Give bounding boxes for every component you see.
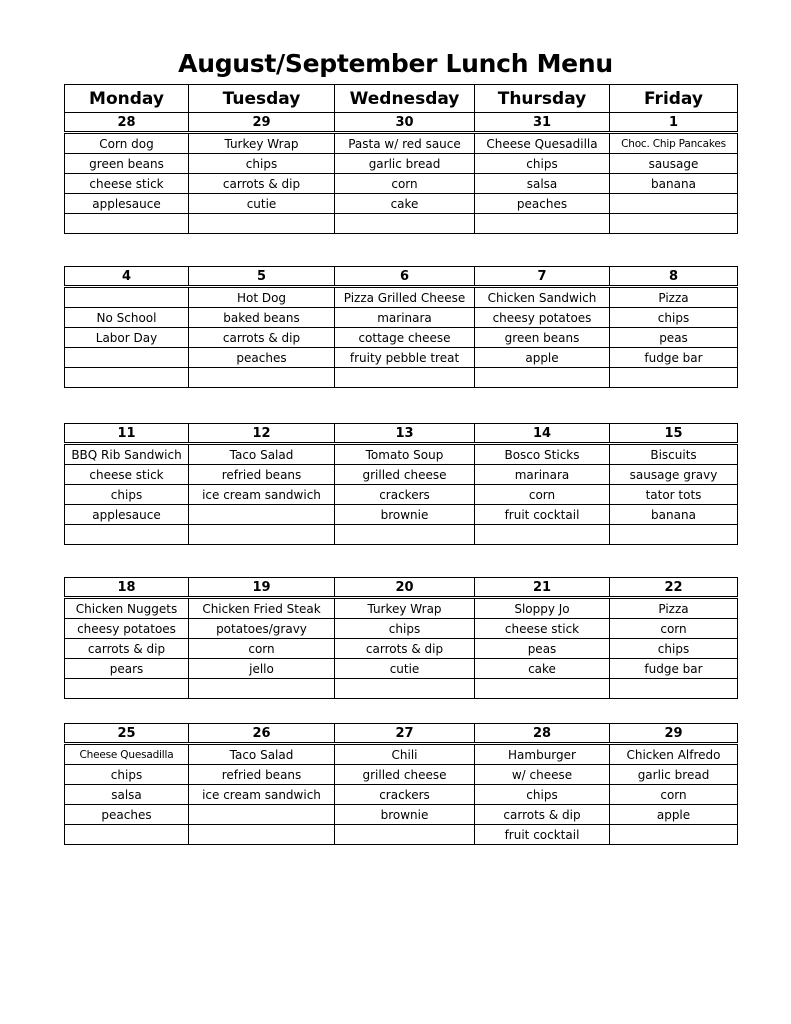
menu-item: Turkey Wrap xyxy=(335,598,475,619)
week-table xyxy=(64,423,738,545)
menu-item: Chicken Nuggets xyxy=(65,598,189,619)
menu-item: corn xyxy=(335,174,475,194)
date-row xyxy=(65,113,738,133)
date-cell: 19 xyxy=(189,578,335,598)
menu-item: cheese stick xyxy=(65,174,189,194)
menu-item: apple xyxy=(475,348,610,368)
menu-item xyxy=(475,679,610,699)
menu-item: carrots & dip xyxy=(65,639,189,659)
menu-item: fruity pebble treat xyxy=(335,348,475,368)
menu-item: w/ cheese xyxy=(475,765,610,785)
menu-row xyxy=(65,785,738,805)
menu-item: grilled cheese xyxy=(335,765,475,785)
menu-row xyxy=(65,444,738,465)
menu-item: refried beans xyxy=(189,765,335,785)
menu-row xyxy=(65,659,738,679)
menu-item: cottage cheese xyxy=(335,328,475,348)
menu-row xyxy=(65,194,738,214)
menu-item: Taco Salad xyxy=(189,744,335,765)
menu-item: sausage xyxy=(610,154,738,174)
day-header-monday: Monday xyxy=(65,85,189,113)
date-cell: 26 xyxy=(189,724,335,744)
date-cell: 12 xyxy=(189,424,335,444)
menu-item xyxy=(475,368,610,388)
menu-row xyxy=(65,348,738,368)
menu-item: corn xyxy=(610,619,738,639)
menu-item: jello xyxy=(189,659,335,679)
menu-item: cutie xyxy=(335,659,475,679)
week-table xyxy=(64,577,738,699)
menu-item xyxy=(65,525,189,545)
menu-item: ice cream sandwich xyxy=(189,485,335,505)
date-cell: 21 xyxy=(475,578,610,598)
menu-item: marinara xyxy=(475,465,610,485)
menu-item: cake xyxy=(475,659,610,679)
date-cell: 27 xyxy=(335,724,475,744)
date-cell: 22 xyxy=(610,578,738,598)
menu-item xyxy=(610,679,738,699)
menu-item: Bosco Sticks xyxy=(475,444,610,465)
menu-item: Chili xyxy=(335,744,475,765)
date-cell: 29 xyxy=(610,724,738,744)
menu-item: ice cream sandwich xyxy=(189,785,335,805)
menu-item: corn xyxy=(475,485,610,505)
menu-row xyxy=(65,805,738,825)
menu-item xyxy=(610,368,738,388)
menu-item: chips xyxy=(475,785,610,805)
date-cell: 7 xyxy=(475,267,610,287)
date-cell: 1 xyxy=(610,113,738,133)
menu-item: chips xyxy=(65,485,189,505)
week-table xyxy=(64,266,738,388)
menu-item xyxy=(610,214,738,234)
menu-item xyxy=(189,825,335,845)
date-row xyxy=(65,578,738,598)
menu-row xyxy=(65,744,738,765)
menu-item: green beans xyxy=(475,328,610,348)
menu-item: Chicken Fried Steak xyxy=(189,598,335,619)
menu-item: salsa xyxy=(65,785,189,805)
menu-item: banana xyxy=(610,505,738,525)
menu-item: Hamburger xyxy=(475,744,610,765)
date-cell: 11 xyxy=(65,424,189,444)
menu-item xyxy=(335,368,475,388)
menu-item xyxy=(65,679,189,699)
page-title: August/September Lunch Menu xyxy=(178,49,613,78)
date-row xyxy=(65,267,738,287)
menu-item: peaches xyxy=(65,805,189,825)
menu-item: pears xyxy=(65,659,189,679)
menu-row xyxy=(65,287,738,308)
menu-item: cutie xyxy=(189,194,335,214)
week-table xyxy=(64,84,738,234)
menu-item: Hot Dog xyxy=(189,287,335,308)
date-cell: 29 xyxy=(189,113,335,133)
menu-item xyxy=(65,368,189,388)
day-header-wednesday: Wednesday xyxy=(335,85,475,113)
menu-item: peaches xyxy=(189,348,335,368)
menu-item xyxy=(475,214,610,234)
menu-item: Pizza xyxy=(610,287,738,308)
date-cell: 14 xyxy=(475,424,610,444)
menu-row xyxy=(65,328,738,348)
menu-item: green beans xyxy=(65,154,189,174)
menu-item xyxy=(189,368,335,388)
day-header-tuesday: Tuesday xyxy=(189,85,335,113)
date-cell: 30 xyxy=(335,113,475,133)
date-cell: 13 xyxy=(335,424,475,444)
date-row xyxy=(65,724,738,744)
menu-item xyxy=(65,348,189,368)
menu-item: Chicken Sandwich xyxy=(475,287,610,308)
menu-item: marinara xyxy=(335,308,475,328)
menu-item: potatoes/gravy xyxy=(189,619,335,639)
menu-item: Choc. Chip Pancakes xyxy=(610,133,738,154)
menu-item: Cheese Quesadilla xyxy=(475,133,610,154)
menu-item: Turkey Wrap xyxy=(189,133,335,154)
menu-item: BBQ Rib Sandwich xyxy=(65,444,189,465)
menu-item: salsa xyxy=(475,174,610,194)
menu-item: applesauce xyxy=(65,194,189,214)
menu-item xyxy=(189,214,335,234)
menu-item: fruit cocktail xyxy=(475,825,610,845)
menu-item: cheesy potatoes xyxy=(475,308,610,328)
menu-item: brownie xyxy=(335,505,475,525)
menu-row xyxy=(65,505,738,525)
menu-item: Pizza xyxy=(610,598,738,619)
menu-item xyxy=(65,825,189,845)
menu-item: Sloppy Jo xyxy=(475,598,610,619)
menu-item: corn xyxy=(610,785,738,805)
menu-item: crackers xyxy=(335,785,475,805)
menu-item xyxy=(335,679,475,699)
menu-item: carrots & dip xyxy=(189,174,335,194)
menu-item: brownie xyxy=(335,805,475,825)
menu-item xyxy=(335,525,475,545)
date-cell: 6 xyxy=(335,267,475,287)
menu-item: Cheese Quesadilla xyxy=(65,744,189,765)
menu-item: chips xyxy=(610,308,738,328)
menu-row xyxy=(65,485,738,505)
menu-item: crackers xyxy=(335,485,475,505)
menu-item: chips xyxy=(610,639,738,659)
menu-item: fudge bar xyxy=(610,659,738,679)
menu-item: sausage gravy xyxy=(610,465,738,485)
menu-row xyxy=(65,154,738,174)
menu-row xyxy=(65,765,738,785)
menu-item: tator tots xyxy=(610,485,738,505)
menu-row xyxy=(65,639,738,659)
menu-item: corn xyxy=(189,639,335,659)
date-cell: 28 xyxy=(475,724,610,744)
date-cell: 31 xyxy=(475,113,610,133)
date-cell: 18 xyxy=(65,578,189,598)
date-cell: 28 xyxy=(65,113,189,133)
menu-item: refried beans xyxy=(189,465,335,485)
menu-item: carrots & dip xyxy=(189,328,335,348)
menu-item: Taco Salad xyxy=(189,444,335,465)
menu-item: Pizza Grilled Cheese xyxy=(335,287,475,308)
menu-item: Chicken Alfredo xyxy=(610,744,738,765)
menu-item: cheese stick xyxy=(475,619,610,639)
menu-item xyxy=(65,287,189,308)
menu-item xyxy=(335,214,475,234)
menu-row xyxy=(65,133,738,154)
menu-item: Tomato Soup xyxy=(335,444,475,465)
menu-item: Corn dog xyxy=(65,133,189,154)
date-cell: 20 xyxy=(335,578,475,598)
date-cell: 15 xyxy=(610,424,738,444)
menu-item: Pasta w/ red sauce xyxy=(335,133,475,154)
date-cell: 5 xyxy=(189,267,335,287)
menu-item: peaches xyxy=(475,194,610,214)
menu-item xyxy=(189,505,335,525)
menu-item: peas xyxy=(475,639,610,659)
menu-item xyxy=(610,825,738,845)
date-cell: 4 xyxy=(65,267,189,287)
menu-item: chips xyxy=(65,765,189,785)
menu-row xyxy=(65,174,738,194)
menu-item: apple xyxy=(610,805,738,825)
menu-item: cake xyxy=(335,194,475,214)
menu-row xyxy=(65,525,738,545)
week-table xyxy=(64,723,738,845)
date-cell: 8 xyxy=(610,267,738,287)
menu-item: chips xyxy=(475,154,610,174)
menu-item: banana xyxy=(610,174,738,194)
menu-item: fudge bar xyxy=(610,348,738,368)
menu-row xyxy=(65,308,738,328)
menu-item: chips xyxy=(335,619,475,639)
menu-item: garlic bread xyxy=(335,154,475,174)
day-header-friday: Friday xyxy=(610,85,738,113)
menu-item: grilled cheese xyxy=(335,465,475,485)
menu-item xyxy=(189,525,335,545)
menu-row xyxy=(65,465,738,485)
menu-row xyxy=(65,619,738,639)
menu-item xyxy=(335,825,475,845)
menu-item xyxy=(189,679,335,699)
menu-item xyxy=(610,525,738,545)
menu-row xyxy=(65,679,738,699)
menu-item: garlic bread xyxy=(610,765,738,785)
date-row xyxy=(65,424,738,444)
day-header-thursday: Thursday xyxy=(475,85,610,113)
menu-item: cheese stick xyxy=(65,465,189,485)
menu-item: cheesy potatoes xyxy=(65,619,189,639)
menu-item: applesauce xyxy=(65,505,189,525)
date-cell: 25 xyxy=(65,724,189,744)
day-header-row xyxy=(65,85,738,113)
menu-item xyxy=(610,194,738,214)
menu-row xyxy=(65,214,738,234)
menu-row xyxy=(65,598,738,619)
menu-item: Labor Day xyxy=(65,328,189,348)
menu-item xyxy=(65,214,189,234)
menu-item: No School xyxy=(65,308,189,328)
menu-row xyxy=(65,825,738,845)
menu-item xyxy=(475,525,610,545)
menu-item: fruit cocktail xyxy=(475,505,610,525)
menu-item xyxy=(189,805,335,825)
menu-item: chips xyxy=(189,154,335,174)
menu-item: peas xyxy=(610,328,738,348)
menu-item: carrots & dip xyxy=(475,805,610,825)
menu-row xyxy=(65,368,738,388)
menu-item: Biscuits xyxy=(610,444,738,465)
menu-item: carrots & dip xyxy=(335,639,475,659)
menu-item: baked beans xyxy=(189,308,335,328)
